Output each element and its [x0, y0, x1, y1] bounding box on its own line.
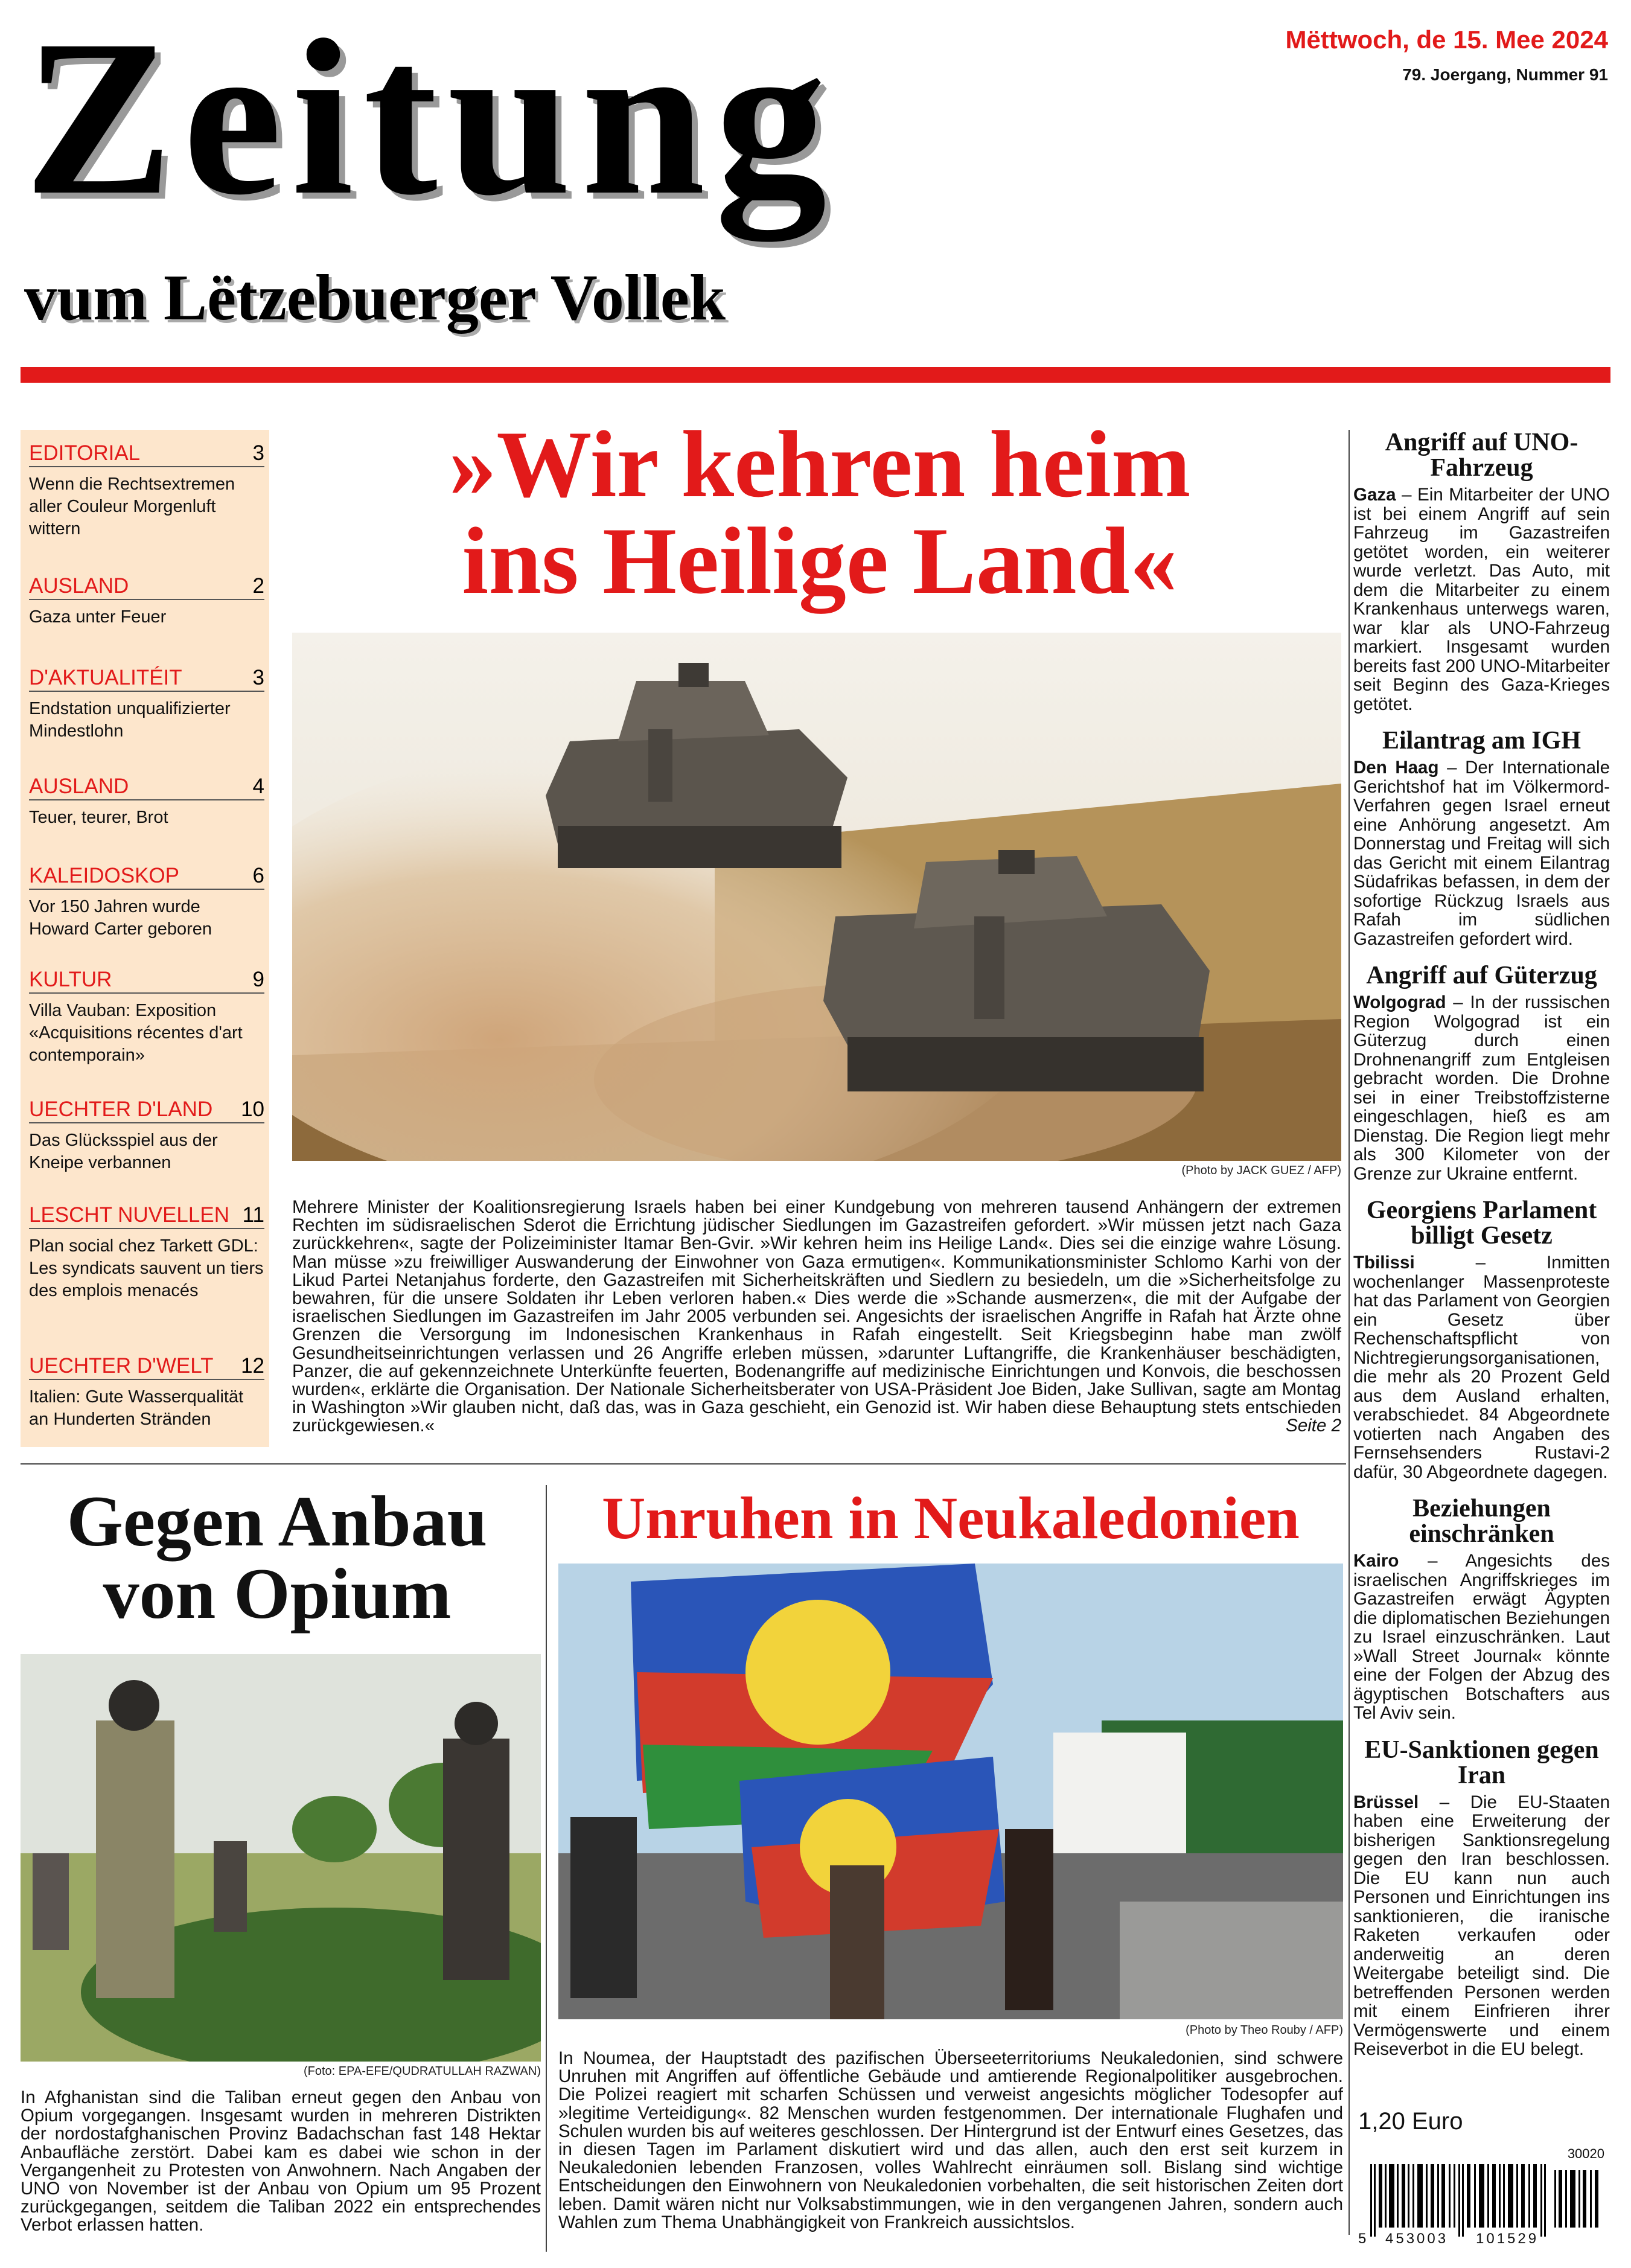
masthead-title: Zeitung	[24, 0, 837, 241]
index-page: 9	[252, 968, 264, 991]
index-box	[21, 430, 269, 1447]
brief-place: Kairo	[1353, 1551, 1399, 1571]
brief-text: – Die EU-Staaten haben eine Erweiterung der bisherigen Sanktionsregelung gegen den Iran beschlossen. Die EU kann nun auch Personen und Einrichtungen ins sanktionieren, die iranische Raketen verkaufen oder anderweitig an deren Weitergabe beteiligt sind. Die betreffenden Personen werden mit einem Einfrieren ihrer Vermögenswerte und einem Reiseverbot in die EU belegt.	[1353, 1792, 1610, 2059]
index-teaser: Teuer, teurer, Brot	[29, 808, 168, 827]
opium-body: In Afghanistan sind die Taliban erneut gegen den Anbau von Opium vorgegangen. Insgesamt wurden in mehreren Distrikten der nordostafghanischen Provinz Badachschan fast 148 Hektar Anbaufläche zerstört. Dabei kam es dabei wie schon in der Vergangenheit zu Protesten von Anwohnern. Nach Angaben der UNO von November ist der Anbau von Opium um 95 Prozent zurückgegangen, seitdem die Taliban 2022 ein entsprechendes Verbot erlassen hatten.	[21, 2088, 541, 2235]
brief-text: – In der russischen Region Wolgograd ist ein Güterzug durch einen Drohnenangriff zum Entgleisen gebracht worden. Die Drohne sei in einer Treibstoffzisterne eingeschlagen, hieß es am Dienstag. Die Region liegt mehr als 300 Kilometer von der Grenze zur Ukraine entfernt.	[1353, 992, 1610, 1184]
brief-place: Tbilissi	[1353, 1253, 1415, 1273]
brief-body	[1353, 758, 1610, 948]
barcode-prefix: 5	[1358, 2231, 1367, 2247]
barcode-left-digits: 453003	[1385, 2231, 1449, 2247]
index-section: KULTUR	[29, 968, 112, 991]
brief-text: – Inmitten wochenlanger Massenproteste hat das Parlament von Georgien ein Gesetz über Rechenschaftspflicht von Nichtregierungsorganisationen, die mehr als 20 Prozent Geld aus dem Ausland erhalten, verabschiedet. 84 Abgeordnete votierten nach Angaben des Fernsehsenders Rustavi-2 dafür, 30 Abgeordnete dagegen.	[1353, 1253, 1610, 1482]
index-page: 10	[241, 1097, 264, 1121]
opium-headline[interactable]	[21, 1481, 534, 1634]
brief-title: Eilantrag am IGH	[1382, 727, 1581, 755]
brief-body	[1353, 1253, 1610, 1481]
tanks-photo-illustration	[292, 633, 1341, 1161]
lead-photo-tanks[interactable]	[292, 633, 1341, 1161]
column-divider	[546, 1485, 547, 2252]
barcode-right-digits: 101529	[1476, 2231, 1539, 2247]
brief[interactable]	[1353, 1496, 1610, 1723]
lead-headline-line2: ins Heilige Land«	[462, 508, 1178, 614]
kaledonien-photo-illustration	[558, 1564, 1343, 2019]
brief-text: – Angesichts des israelischen Angriffskrieges im Gazastreifen erwägt Ägypten die diplomatischen Beziehungen zu Israel einzuschränken. Laut »Wall Street Journal« könnte eine der Folgen der Abzug des ägyptischen Botschafters aus Tel Aviv sein.	[1353, 1551, 1610, 1723]
brief-body	[1353, 485, 1610, 714]
brief-text: – Der Internationale Gerichtshof hat im Völkermord-Verfahren gegen Israel erneut eine Anhörung angesetzt. Am Donnerstag und Freitag will sich das Gericht mit einem Eilantrag Südafrikas befassen, in dem der sofortige Rückzug Israels aus Rafah im südlichen Gazastreifen gefordert wird.	[1353, 758, 1610, 949]
index-entry[interactable]	[29, 1353, 264, 1431]
index-entry[interactable]	[29, 441, 264, 540]
index-section: KALEIDOSKOP	[29, 864, 179, 887]
index-section: D'AKTUALITÉIT	[29, 666, 182, 689]
brief-body	[1353, 1793, 1610, 2059]
lead-headline-line1: »Wir kehren heim	[448, 412, 1191, 517]
kaledonien-photo[interactable]	[558, 1564, 1343, 2019]
lead-photo-credit: (Photo by JACK GUEZ / AFP)	[1181, 1164, 1341, 1177]
section-divider	[21, 1463, 1346, 1465]
index-entry[interactable]	[29, 1097, 264, 1174]
index-page: 3	[252, 666, 264, 689]
barcode-addon: 30020	[1567, 2146, 1604, 2161]
price: 1,20 Euro	[1358, 2108, 1463, 2135]
index-page: 4	[252, 775, 264, 798]
brief-place: Den Haag	[1353, 758, 1439, 778]
brief-place: Gaza	[1353, 485, 1396, 505]
opium-headline-line2: von Opium	[103, 1553, 452, 1634]
kaledonien-body: In Noumea, der Hauptstadt des pazifischen Überseeterritoriums Neukaledonien, sind schwere Unruhen mit Angriffen auf öffentliche Gebäude und amtierende Regionalpolitiker ausgebrochen. Die Polizei reagiert mit scharfen Schüssen und verweist angesichts möglicher Todesopfer auf »legitime Verteidigung«. 82 Menschen wurden festgenommen. Der internationale Flughafen und Schulen wurden bis auf weiteres geschlossen. Der Hintergrund ist der Entwurf eines Gesetzes, das in diesen Tagen im Parlament diskutiert wird und das allen, auch den erst seit kurzem in Neukaledonien lebenden Franzosen, volles Wahlrecht einräumen soll. Bislang sind wichtige Entscheidungen den Einwohnern von Neukaledonien vorbehalten, die seit historischen Zeiten dort leben. Damit wären nicht nur Volksabstimmungen, wie in den vergangenen Jahren, sondern auch Wahlen zum Thema Unabhängigkeit von Frankreich aussichtslos.	[558, 2048, 1343, 2232]
kaledonien-photo-credit: (Photo by Theo Rouby / AFP)	[1186, 2024, 1343, 2037]
column-divider	[1349, 430, 1350, 2235]
brief-place: Brüssel	[1353, 1792, 1419, 1812]
index-section: LESCHT NUVELLEN	[29, 1203, 229, 1227]
brief[interactable]	[1353, 963, 1610, 1183]
brief[interactable]	[1353, 1198, 1610, 1481]
index-page: 12	[241, 1354, 264, 1378]
issue-number: 79. Joergang, Nummer 91	[1402, 65, 1608, 84]
brief[interactable]	[1353, 1737, 1610, 2059]
brief-title: Georgiens Parlament billigt Gesetz	[1366, 1196, 1597, 1250]
index-page: 2	[252, 574, 264, 598]
brief-title: Beziehungen einschränken	[1409, 1495, 1554, 1548]
brief[interactable]	[1353, 728, 1610, 948]
lead-body-text: Mehrere Minister der Koalitionsregierung Israels haben bei einer Kundgebung von mehreren tausend Anhängern der extremen Rechten im südisraelischen Sderot die Errichtung jüdischer Siedlungen im Gazastreifen gefordert. »Wir müssen jetzt nach Gaza zurückkehren«, sagte der Polizeiminister Itamar Ben-Gvir. »Wir kehren heim ins Heilige Land«. Dies sei die einzige wahre Lösung. Man müsse »zu freiwilliger Auswanderung der Einwohner von Gaza ermutigen«. Kommunikationsminister Schlomo Karhi von der Likud Partei Netanjahus forderte, den Gazastreifen mit Sicherheitskräften und Siedlern zu besiedeln, um die »Sicherheitsfolge zu bewahren, für die unsere Soldaten ihr Leben verloren haben.« Dies werde die »Schande ausmerzen«, die mit der Aufgabe der israelischen Siedlungen im Gazastreifen im Jahr 2005 verbunden sei. Angesichts der israelischen Angriffe in Rafah hat Ärzte ohne Grenzen die Versorgung im Indonesischen Krankenhaus in Rafah eingestellt. Seit Kriegsbeginn habe man zwölf Gesundheitseinrichtungen verlassen und 26 Angriffe erleben müssen, »darunter Luftangriffe, die Krankenhäuser beschädigten, Panzer, die auf gekennzeichnete Unterkünfte feuerten, Bodenangriffe auf medizinische Einrichtungen und Konvois, die beschossen wurden«, erklärte die Organisation. Der Nationale Sicherheitsberater von USA-Präsident Joe Biden, Jake Sullivan, sagte am Montag in Washington »Wir glauben nicht, daß das, was in Gaza geschieht, ein Genozid ist. Wir haben diese Behauptung stets entschieden zurückgewiesen.«	[292, 1197, 1341, 1436]
opium-photo-credit: (Foto: EPA-EFE/QUDRATULLAH RAZWAN)	[303, 2065, 541, 2078]
brief-title: EU-Sanktionen gegen Iran	[1364, 1736, 1599, 1789]
lead-continued[interactable]: Seite 2	[1286, 1416, 1341, 1436]
index-entry[interactable]	[29, 863, 264, 941]
index-entry[interactable]	[29, 1203, 264, 1302]
index-teaser: Vor 150 Jahren wurde Howard Carter geboren	[29, 897, 212, 939]
index-entry[interactable]	[29, 774, 264, 829]
brief-title: Angriff auf UNO-Fahrzeug	[1385, 429, 1578, 482]
index-entry[interactable]	[29, 573, 264, 628]
index-teaser: Wenn die Rechtsextremen aller Couleur Morgenluft wittern	[29, 474, 235, 538]
index-page: 3	[252, 441, 264, 465]
brief[interactable]	[1353, 430, 1610, 714]
opium-headline-line1: Gegen Anbau	[66, 1481, 488, 1561]
brief-body	[1353, 1551, 1610, 1723]
index-entry[interactable]	[29, 967, 264, 1067]
index-teaser: Italien: Gute Wasserqualität an Hunderten Stränden	[29, 1387, 244, 1429]
index-teaser: Villa Vauban: Exposition «Acquisitions récentes d'art contemporain»	[29, 1001, 243, 1065]
index-section: AUSLAND	[29, 574, 129, 598]
briefs-column	[1353, 430, 1610, 2074]
index-section: EDITORIAL	[29, 441, 141, 465]
index-teaser: Plan social chez Tarkett GDL: Les syndicats sauvent un tiers des emplois menacés	[29, 1236, 264, 1300]
index-section: AUSLAND	[29, 775, 129, 798]
masthead-subtitle: vum Lëtzebuerger Vollek	[24, 262, 726, 334]
index-entry[interactable]	[29, 665, 264, 743]
index-section: UECHTER D'WELT	[29, 1354, 214, 1378]
brief-text: – Ein Mitarbeiter der UNO ist bei einem Angriff auf sein Fahrzeug im Gazastreifen getötet worden, ein weiterer wurde verletzt. Das Auto, mit dem die Mitarbeiter zu einem Krankenhaus unterwegs waren, war klar als UNO-Fahrzeug markiert. Insgesamt wurden bereits fast 200 UNO-Mitarbeiter seit Beginn des Gaza-Krieges getötet.	[1353, 485, 1610, 714]
barcode-bars	[1370, 2164, 1606, 2237]
index-teaser: Endstation unqualifizierter Mindestlohn	[29, 699, 231, 741]
opium-photo[interactable]	[21, 1654, 541, 2062]
lead-body	[292, 1198, 1341, 1436]
index-teaser: Gaza unter Feuer	[29, 607, 167, 627]
index-page: 6	[252, 864, 264, 887]
brief-place: Wolgograd	[1353, 992, 1446, 1012]
opium-photo-illustration	[21, 1654, 541, 2062]
index-page: 11	[242, 1203, 264, 1227]
lead-headline[interactable]	[284, 412, 1356, 614]
issue-date: Mëttwoch, de 15. Mee 2024	[1285, 25, 1608, 54]
index-section: UECHTER D'LAND	[29, 1097, 213, 1121]
barcode	[1358, 2146, 1612, 2267]
brief-body	[1353, 993, 1610, 1183]
index-teaser: Das Glücksspiel aus der Kneipe verbannen	[29, 1131, 218, 1172]
brief-title: Angriff auf Güterzug	[1366, 962, 1597, 989]
masthead-rule	[21, 367, 1610, 383]
kaledonien-headline[interactable]: Unruhen in Neukaledonien	[602, 1484, 1300, 1551]
